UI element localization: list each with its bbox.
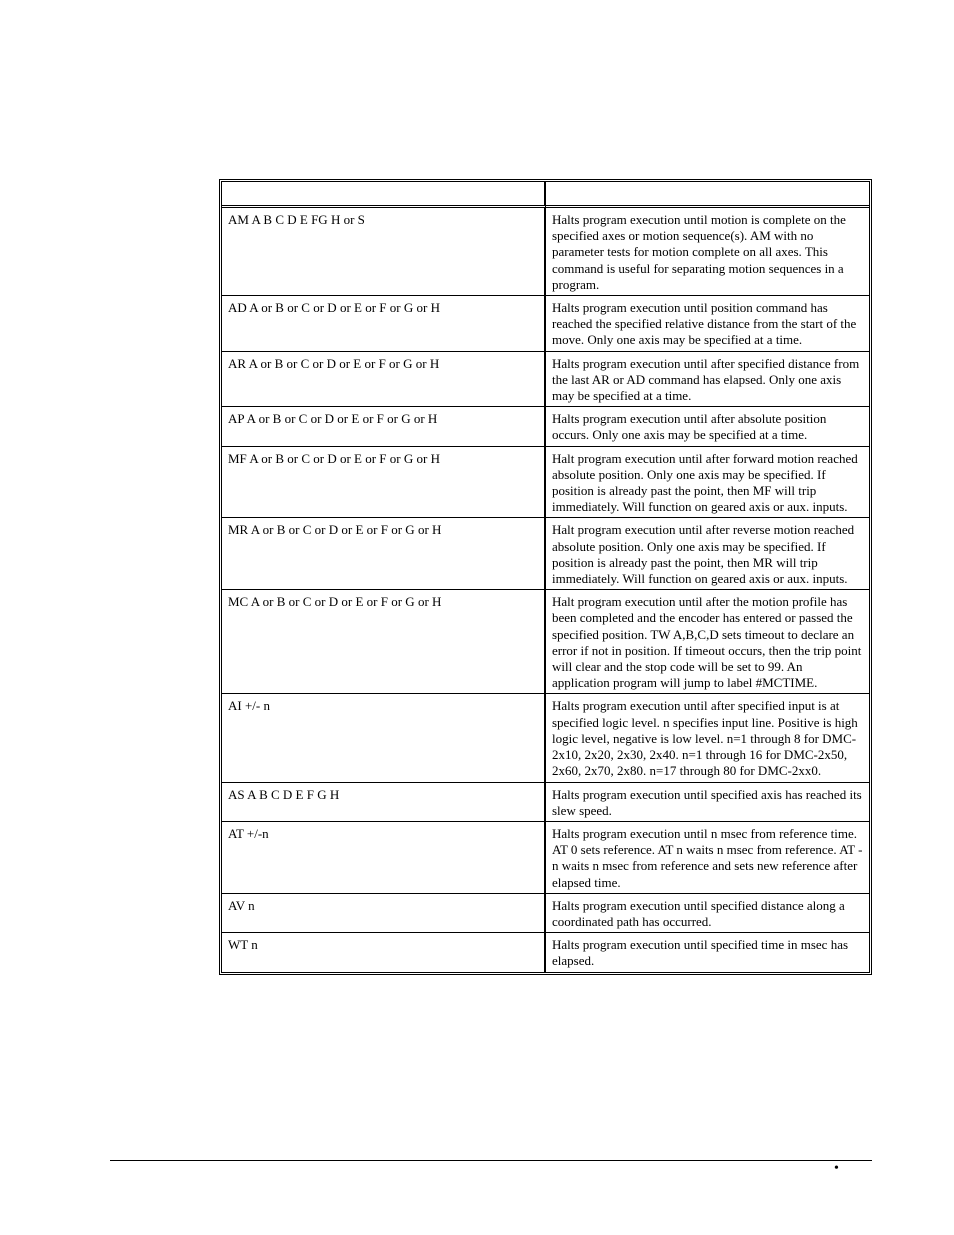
description-cell: Halts program execution until after specified distance from the last AR or AD command has elapsed. Only one axis may be specified at a time. bbox=[546, 352, 869, 408]
table-row bbox=[222, 407, 869, 446]
description-cell: Halt program execution until after forward motion reached absolute position. Only one axis may be specified. If position is already past the point, then MF will trip immediately. Will function on geared axis or aux. inputs. bbox=[546, 447, 869, 519]
command-cell: AI +/- n bbox=[222, 694, 546, 782]
table-row bbox=[222, 783, 869, 822]
table-row bbox=[222, 694, 869, 782]
description-cell: Halt program execution until after reverse motion reached absolute position. Only one axis may be specified. If position is already past the point, then MR will trip immediately. Will function on geared axis or aux. inputs. bbox=[546, 518, 869, 590]
description-cell: Halts program execution until n msec from reference time. AT 0 sets reference. AT n waits n msec from reference. AT -n waits n msec from reference and sets new reference after elapsed time. bbox=[546, 822, 869, 894]
trippoint-command-table bbox=[221, 181, 870, 973]
description-cell: Halts program execution until specified time in msec has elapsed. bbox=[552, 937, 849, 969]
table-row bbox=[222, 894, 869, 933]
description-cell: Halts program execution until position command has reached the specified relative distance from the start of the move. Only one axis may be specified at a time. bbox=[546, 296, 869, 352]
command-cell: AR A or B or C or D or E or F or G or H bbox=[222, 352, 546, 408]
command-cell: AP A or B or C or D or E or F or G or H bbox=[222, 407, 546, 446]
command-cell: MC A or B or C or D or E or F or G or H bbox=[222, 590, 546, 694]
command-cell: AV n bbox=[222, 894, 546, 933]
command-cell: AT +/-n bbox=[222, 822, 546, 894]
table-row bbox=[222, 352, 869, 408]
footer-divider bbox=[110, 1160, 872, 1161]
table-row bbox=[222, 296, 869, 352]
command-cell: MR A or B or C or D or E or F or G or H bbox=[222, 518, 546, 590]
table-row bbox=[222, 933, 869, 971]
table-row bbox=[222, 447, 869, 519]
command-cell: WT n bbox=[222, 933, 546, 971]
command-cell: AM A B C D E FG H or S bbox=[222, 208, 546, 296]
command-cell: AS A B C D E F G H bbox=[222, 783, 546, 822]
description-cell: Halts program execution until specified axis has reached its slew speed. bbox=[546, 783, 869, 822]
description-cell: Halt program execution until after the motion profile has been completed and the encoder has entered or passed the specified position. TW A,B,C,D sets timeout to declare an error if not in position. If timeout occurs, then the trip point will clear and the stop code will be set to 99. An application program will jump to label #MCTIME. bbox=[546, 590, 869, 694]
command-cell: AD A or B or C or D or E or F or G or H bbox=[222, 296, 546, 352]
description-cell: Halts program execution until after absolute position occurs. Only one axis may be specified at a time. bbox=[546, 407, 869, 446]
table-row bbox=[222, 208, 869, 296]
table-row bbox=[222, 590, 869, 694]
table-header-row bbox=[222, 182, 869, 208]
description-cell: Halts program execution until motion is complete on the specified axes or motion sequence(s). AM with no parameter tests for motion complete on all axes. This command is useful for separating motion sequences in a program. bbox=[546, 208, 869, 296]
description-cell: Halts program execution until specified distance along a coordinated path has occurred. bbox=[546, 894, 869, 933]
description-cell: Halts program execution until after specified input is at specified logic level. n specifies input line. Positive is high logic level, negative is low level. n=1 through 8 for DMC-2x10, 2x20, 2x30, 2x40. n=1 through 16 for DMC-2x50, 2x60, 2x70, 2x80. n=17 through 80 for DMC-2xx0. bbox=[546, 694, 869, 782]
header-command-cell bbox=[222, 182, 546, 208]
header-description-cell bbox=[546, 182, 869, 208]
command-cell: MF A or B or C or D or E or F or G or H bbox=[222, 447, 546, 519]
table-row bbox=[222, 518, 869, 590]
table-row bbox=[222, 822, 869, 894]
footer-bullet: • bbox=[834, 1161, 839, 1176]
